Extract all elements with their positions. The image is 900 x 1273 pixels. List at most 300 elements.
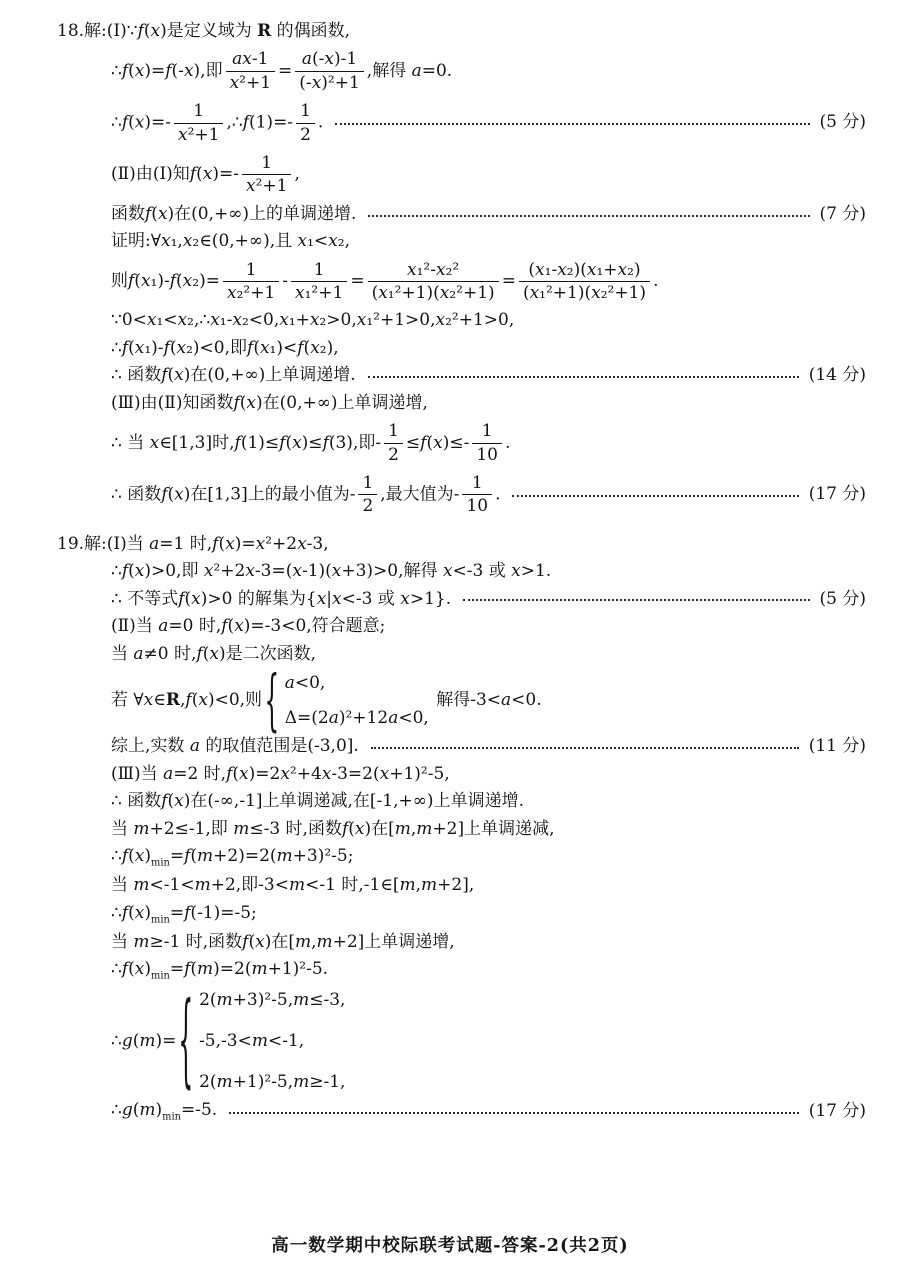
math-var: x (174, 365, 184, 386)
text-run: ( (371, 283, 379, 304)
text-run: 当 (111, 818, 134, 839)
fraction-denominator (384, 444, 403, 465)
text-run: )>0,即 (144, 561, 204, 582)
math-var: x (379, 763, 390, 784)
answer-line (111, 979, 866, 1099)
cases-group (264, 660, 429, 739)
subscript-label: min (151, 913, 170, 925)
text-run: ∴ (111, 846, 122, 867)
line-content (111, 310, 514, 330)
math-var: f (163, 337, 170, 358)
text-run: ≤-3, (309, 989, 346, 1010)
text-run: )在[1,3]上的最小值为- (183, 484, 356, 505)
math-var: x (331, 561, 342, 582)
math-var: x (174, 484, 184, 505)
text-run: <-1, (267, 1031, 305, 1052)
text-run: ( (167, 484, 175, 505)
text-run: =0 时, (168, 616, 222, 637)
line-content (111, 99, 323, 147)
text-run: ²+4 (289, 763, 322, 784)
text-run: ∴ 当 (111, 432, 150, 453)
text-run: 解得-3< (430, 690, 502, 711)
text-run: ( (191, 690, 199, 711)
line-content (111, 203, 356, 226)
dotted-leader (368, 374, 799, 378)
line-content (111, 421, 511, 465)
math-var: a (284, 673, 295, 694)
math-var: m (216, 989, 233, 1010)
text-run: ₂∈(0,+∞),且 (192, 231, 298, 252)
math-var: x (617, 259, 628, 280)
text-run: 2 (362, 496, 374, 517)
answer-line (111, 258, 866, 306)
text-run: ₂<0, (241, 310, 280, 331)
dotted-leader (368, 213, 809, 217)
text-run: ₂²+1 (236, 283, 276, 304)
line-content (111, 846, 354, 869)
text-run: ≠0 时, (143, 643, 197, 664)
text-run: . (504, 432, 511, 453)
line-content (111, 338, 339, 358)
text-run: )=- (212, 164, 239, 185)
text-run: 函数 (111, 203, 145, 224)
cases-row (285, 672, 429, 694)
fraction (174, 101, 223, 145)
text-run: 的偶函数, (271, 21, 351, 41)
text-run: +2], (437, 875, 475, 896)
math-var: x (198, 690, 208, 711)
text-run: )>0 的解集为{ (200, 588, 317, 609)
fraction-numerator (226, 49, 275, 71)
math-var: a (189, 736, 200, 757)
math-var: m (133, 931, 150, 952)
fraction (368, 260, 499, 304)
line-content (57, 21, 350, 41)
answer-line (111, 309, 866, 332)
math-var: m (251, 1031, 268, 1052)
text-run: )=2( (213, 959, 252, 979)
left-brace-icon: { (264, 660, 280, 739)
text-run: -1)( (301, 561, 332, 582)
math-var: x (400, 588, 410, 609)
math-var: x (591, 283, 601, 304)
fraction-denominator (226, 72, 275, 93)
text-run: = (169, 959, 185, 979)
math-var: x (435, 259, 446, 280)
score-label: (5 分) (819, 112, 866, 133)
math-var: x (161, 231, 171, 252)
text-run: , (415, 875, 422, 896)
answer-line (111, 615, 866, 638)
text-run: +3)²-5; (292, 846, 354, 867)
text-run: -5,-3< (199, 1031, 252, 1052)
math-var: m (289, 875, 306, 896)
text-run: <-3 或 (341, 588, 401, 609)
math-var: x (439, 283, 450, 304)
answer-line (111, 1099, 866, 1124)
text-run: ∴ 不等式 (111, 588, 179, 609)
text-run: =1 时, (159, 533, 213, 554)
math-var: m (421, 875, 438, 896)
text-run: )<0,则 (207, 690, 263, 711)
text-run: ∴ (111, 561, 122, 582)
text-run: )²+12 (338, 708, 389, 729)
text-run: )²+1 (321, 72, 360, 93)
text-run: )在(0,+∞)上单调递增, (256, 392, 428, 413)
text-run: ₁- (544, 259, 558, 280)
math-var: f (242, 112, 249, 133)
text-run: ≤ (405, 432, 421, 453)
math-var: x (134, 112, 145, 133)
text-run: -3, (306, 533, 329, 554)
answer-line (111, 818, 866, 841)
text-run: . (317, 112, 324, 133)
text-run: ₂, (337, 231, 350, 252)
line-content (111, 959, 329, 982)
text-run: )= (144, 60, 166, 81)
math-var: x (292, 432, 302, 453)
cases-row (199, 989, 345, 1011)
text-run: - (282, 271, 289, 292)
text-run: ₂>0, (319, 310, 357, 331)
fraction-numerator (296, 101, 315, 123)
math-var: x (146, 310, 157, 331)
dotted-leader (512, 493, 798, 497)
math-var: x (292, 561, 302, 582)
line-content (111, 231, 350, 251)
text-run: ( (128, 959, 135, 979)
fraction-numerator (384, 421, 403, 443)
math-var: m (294, 931, 312, 952)
score-label: (11 分) (808, 736, 866, 757)
math-var: x (239, 763, 249, 784)
text-run: 若 ∀ (111, 690, 144, 711)
text-run: ₁+ (288, 310, 310, 331)
text-run: . (495, 484, 501, 505)
text-run: ₂) (627, 259, 641, 280)
fraction-numerator (358, 473, 377, 495)
text-run: ∴ (111, 112, 122, 133)
answer-line (111, 643, 866, 666)
fraction (291, 260, 347, 304)
line-content (111, 764, 450, 784)
text-run: 1 (471, 473, 483, 494)
math-var: x (245, 561, 255, 582)
text-run: ( (522, 283, 530, 304)
text-run: ₁< (307, 231, 329, 252)
text-run: ²+2 (213, 561, 246, 582)
math-var: f (184, 846, 191, 867)
fraction-denominator (358, 495, 377, 516)
answer-line (111, 660, 866, 739)
math-var: x (149, 432, 160, 453)
text-run: ,最大值为- (380, 484, 460, 505)
fraction-denominator (291, 282, 347, 303)
answer-line (111, 560, 866, 583)
text-run: ∴ (111, 60, 122, 81)
math-var: f (121, 112, 129, 133)
text-run: , (180, 690, 186, 711)
fraction (242, 153, 291, 197)
text-run: <0, (294, 673, 326, 694)
math-var: x (177, 310, 188, 331)
text-run: ∴ 函数 (111, 365, 162, 386)
math-var: x (557, 259, 567, 280)
text-run: <-1 时,-1∈[ (305, 875, 400, 896)
math-var: m (233, 818, 250, 839)
text-run: ( (132, 1030, 140, 1051)
text-run: <0, (398, 708, 429, 729)
fraction-denominator (174, 124, 223, 145)
text-run: ( (196, 164, 203, 185)
math-var: a (133, 643, 144, 664)
math-var: x (191, 588, 201, 609)
text-run: ( (190, 846, 198, 867)
text-run: ²+1 (187, 124, 220, 145)
fraction (295, 49, 364, 93)
fraction-numerator (472, 421, 502, 443)
text-run: ( (285, 432, 293, 453)
math-var: x (182, 231, 193, 252)
math-var: x (321, 763, 332, 784)
fraction-numerator (291, 260, 347, 282)
answer-line (111, 958, 866, 983)
text-run: ²+2 (265, 533, 298, 554)
answer-line (111, 790, 866, 813)
text-run: 10 (466, 496, 489, 517)
math-var: m (194, 875, 211, 896)
text-run: ( (227, 616, 235, 637)
text-run: ∴ (111, 1100, 122, 1121)
line-content (111, 903, 257, 923)
bold-set-symbol: R (257, 21, 272, 41)
math-var: x (255, 931, 265, 952)
math-var: a (501, 690, 512, 711)
text-run: ( (184, 588, 192, 609)
text-run: =-5. (180, 1100, 218, 1121)
math-var: f (121, 959, 129, 979)
text-run: ₁²+1>0, (366, 310, 436, 331)
fraction-denominator (462, 495, 492, 516)
text-run: )-1 (334, 49, 358, 70)
score-label: (5 分) (819, 588, 866, 609)
answer-line (111, 392, 866, 415)
text-run: ∴ 函数 (111, 791, 162, 812)
math-var: x (259, 337, 270, 358)
line-content (111, 561, 551, 581)
text-run: 的取值范围是(-3,0]. (199, 736, 359, 757)
text-run: ∴ (111, 337, 122, 358)
text-run: <-3 或 (452, 561, 512, 582)
text-run: ₂²+1) (449, 283, 495, 304)
text-run: (Ⅲ)当 (111, 763, 164, 784)
cases-rows (285, 672, 429, 729)
text-run: )是二次函数, (218, 643, 316, 664)
text-run: ∴ (111, 1030, 122, 1051)
math-var: f (145, 203, 152, 224)
text-run: (1)=- (248, 112, 294, 133)
text-run: ₁²+1 (304, 283, 344, 304)
answer-content (57, 20, 866, 1124)
math-var: x (202, 164, 213, 185)
math-var: x (324, 49, 334, 70)
dotted-leader (371, 745, 799, 749)
math-var: x (332, 588, 342, 609)
text-run: ),即 (193, 60, 223, 81)
answer-line (111, 902, 866, 927)
math-var: a (301, 49, 313, 70)
math-var: x (183, 60, 194, 81)
math-var: x (297, 231, 308, 252)
math-var: g (121, 1030, 133, 1051)
text-run: ₂² (445, 259, 460, 280)
answer-line (111, 845, 866, 870)
math-var: m (276, 846, 293, 867)
text-run: ( (134, 271, 141, 292)
text-run: +3)>0,解得 (341, 561, 443, 582)
text-run: ₂,∴ (187, 310, 211, 331)
math-var: m (216, 1072, 233, 1093)
answer-line (111, 471, 866, 519)
text-run: ) (144, 846, 151, 867)
math-var: x (177, 124, 188, 145)
text-run: )在[ (364, 818, 395, 839)
text-run: (Ⅲ)由(Ⅱ)知函数 (111, 392, 234, 413)
text-run: ∈[1,3]时, (159, 432, 235, 453)
text-run: )= (234, 533, 256, 554)
text-run: +3)²-5, (232, 989, 294, 1010)
text-run: ( (128, 337, 135, 358)
text-run: )是定义域为 (160, 21, 258, 41)
math-var: f (121, 902, 129, 923)
text-run: +1)²-5. (267, 959, 329, 979)
text-run: +2)=2( (213, 846, 277, 867)
line-content (111, 979, 347, 1099)
math-var: x (529, 283, 540, 304)
math-var: f (341, 818, 349, 839)
text-run: ,∴ (226, 112, 243, 133)
fraction-denominator (519, 282, 650, 303)
math-var: f (161, 791, 168, 812)
math-var: f (279, 432, 286, 453)
subscript-label: min (151, 970, 170, 982)
text-run: +2]上单调递减, (432, 818, 555, 839)
math-var: f (128, 271, 135, 292)
fraction-denominator (223, 282, 279, 303)
text-run: ₂²+1>0, (445, 310, 515, 331)
math-var: x (209, 643, 219, 664)
math-var: m (139, 1030, 156, 1051)
dotted-leader (229, 1110, 799, 1114)
subscript-label: min (162, 1111, 181, 1123)
text-run: (- (312, 49, 325, 70)
math-var: x (182, 271, 193, 292)
text-run: Δ=(2 (284, 708, 329, 729)
line-content (111, 735, 359, 758)
math-var: x (407, 259, 417, 280)
text-run: ∈ (153, 690, 166, 711)
score-label: (7 分) (819, 203, 866, 224)
text-run: 2 (388, 444, 399, 465)
text-run: (Ⅱ)当 (111, 616, 159, 637)
fraction (462, 473, 492, 517)
math-var: m (293, 989, 310, 1010)
math-var: f (178, 588, 185, 609)
math-var: x (316, 588, 327, 609)
text-run: (-1)=-5; (190, 902, 257, 923)
math-var: f (189, 164, 197, 185)
cases-rows (199, 989, 345, 1093)
math-var: x (176, 337, 187, 358)
text-run: ( (218, 533, 226, 554)
text-run: -3=( (254, 561, 293, 582)
text-run: ₂)<0,即 (186, 337, 248, 358)
math-var: m (399, 875, 416, 896)
math-var: f (121, 561, 129, 582)
text-run: <0. (511, 690, 542, 711)
math-var: x (134, 337, 145, 358)
text-run: +1)²-5, (232, 1072, 294, 1093)
text-run: -1 (251, 49, 269, 70)
math-var: x (226, 283, 237, 304)
math-var: f (322, 432, 329, 453)
text-run: )在(0,+∞)上单调递增. (183, 365, 356, 386)
math-var: f (161, 484, 168, 505)
text-run: +2≤-1,即 (149, 818, 234, 839)
math-var: x (279, 310, 289, 331)
text-run: ₂)= (192, 271, 220, 292)
fraction (472, 421, 502, 465)
math-var: x (586, 259, 597, 280)
text-run: ₁)< (269, 337, 298, 358)
math-var: f (137, 21, 144, 41)
text-run: ₂), (319, 337, 339, 358)
line-content (111, 471, 500, 519)
answer-line (111, 151, 866, 199)
text-run: ( (128, 561, 135, 582)
text-run: 综上,实数 (111, 736, 190, 757)
math-var: m (133, 818, 150, 839)
text-run: ∴ (111, 902, 122, 923)
answer-line (111, 419, 866, 467)
math-var: x (210, 310, 220, 331)
text-run: 19.解:(Ⅰ)当 (57, 533, 150, 554)
math-var: m (133, 875, 150, 896)
line-content (111, 393, 428, 413)
text-run: ( (128, 902, 135, 923)
math-var: f (196, 643, 203, 664)
math-var: x (229, 72, 240, 93)
text-run: ( (190, 959, 198, 979)
answer-line (111, 931, 866, 954)
math-var: f (233, 392, 240, 413)
math-var: x (157, 203, 168, 224)
text-run: ( (169, 337, 177, 358)
text-run: = (501, 271, 516, 292)
answer-line (111, 735, 866, 758)
math-var: f (165, 60, 172, 81)
text-run: -3=2( (331, 763, 380, 784)
text-run: 当 (111, 643, 134, 664)
math-var: m (197, 959, 214, 979)
math-var: x (328, 231, 338, 252)
fraction (226, 49, 275, 93)
text-run: ( (202, 643, 210, 664)
math-var: f (247, 337, 254, 358)
math-var: a (388, 708, 399, 729)
text-run: ≥-1, (309, 1072, 346, 1093)
text-run: +2]上单调递增, (332, 931, 455, 952)
